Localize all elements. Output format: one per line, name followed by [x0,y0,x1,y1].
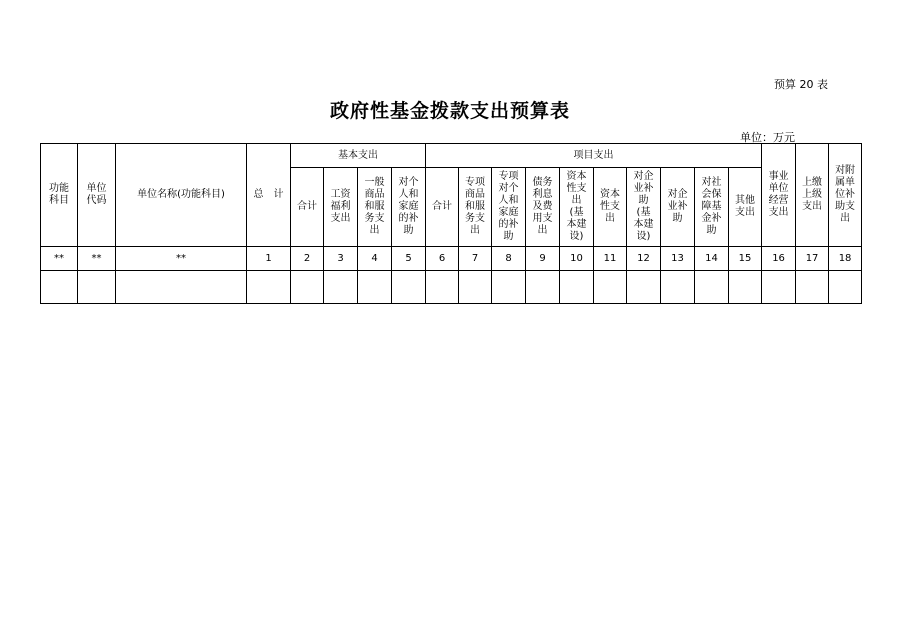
empty-cell [729,271,762,304]
header-func-code: 功能科目 [41,144,78,247]
index-cell: 16 [762,247,796,271]
header-project-10: 其他支出 [729,168,762,247]
index-cell: 14 [695,247,729,271]
index-cell: 6 [426,247,459,271]
index-cell: 17 [796,247,829,271]
empty-cell [358,271,392,304]
empty-cell [594,271,627,304]
table-row-index [41,247,862,271]
index-cell: 9 [526,247,560,271]
header-total: 总 计 [247,144,291,247]
empty-cell [829,271,862,304]
header-project-8: 对企业补助 [661,168,695,247]
index-cell: 8 [492,247,526,271]
header-basic-2: 工资福利支出 [324,168,358,247]
index-cell: 3 [324,247,358,271]
index-cell: 7 [459,247,492,271]
index-cell: 2 [291,247,324,271]
empty-cell [796,271,829,304]
marker-cell: ** [78,247,116,271]
header-basic-3: 一般商品和服务支出 [358,168,392,247]
empty-cell [116,271,247,304]
empty-cell [41,271,78,304]
header-project-6: 资本性支出 [594,168,627,247]
index-cell: 5 [392,247,426,271]
header-project-4: 债务利息及费用支出 [526,168,560,247]
marker-cell: ** [116,247,247,271]
empty-cell [526,271,560,304]
header-project-5: 资本性支出(基本建设) [560,168,594,247]
header-unit-code: 单位代码 [78,144,116,247]
empty-cell [78,271,116,304]
empty-cell [426,271,459,304]
empty-cell [627,271,661,304]
empty-cell [762,271,796,304]
empty-cell [392,271,426,304]
header-project-7: 对企业补助(基本建设) [627,168,661,247]
empty-cell [324,271,358,304]
empty-cell [459,271,492,304]
header-other-3: 对附属单位补助支出 [829,144,862,247]
page-title: 政府性基金拨款支出预算表 [329,100,570,122]
empty-cell [695,271,729,304]
header-basic-4: 对个人和家庭的补助 [392,168,426,247]
index-cell: 12 [627,247,661,271]
empty-cell [492,271,526,304]
index-cell: 18 [829,247,862,271]
index-cell: 13 [661,247,695,271]
empty-cell [291,271,324,304]
unit-label: 单位：万元 [740,131,795,144]
header-unit-name: 单位名称(功能科目) [116,144,247,247]
header-project-2: 专项商品和服务支出 [459,168,492,247]
header-basic-1: 合计 [291,168,324,247]
empty-cell [560,271,594,304]
form-number: 预算 20 表 [774,78,828,91]
budget-table [40,143,862,304]
table-row-empty [41,271,862,304]
header-other-1: 事业单位经营支出 [762,144,796,247]
index-cell: 1 [247,247,291,271]
index-cell: 10 [560,247,594,271]
empty-cell [661,271,695,304]
header-project-group: 项目支出 [426,144,762,168]
header-other-2: 上缴上级支出 [796,144,829,247]
index-cell: 15 [729,247,762,271]
header-project-1: 合计 [426,168,459,247]
marker-cell: ** [41,247,78,271]
header-project-9: 对社会保障基金补助 [695,168,729,247]
header-basic-group: 基本支出 [291,144,426,168]
header-project-3: 专项对个人和家庭的补助 [492,168,526,247]
index-cell: 4 [358,247,392,271]
index-cell: 11 [594,247,627,271]
empty-cell [247,271,291,304]
